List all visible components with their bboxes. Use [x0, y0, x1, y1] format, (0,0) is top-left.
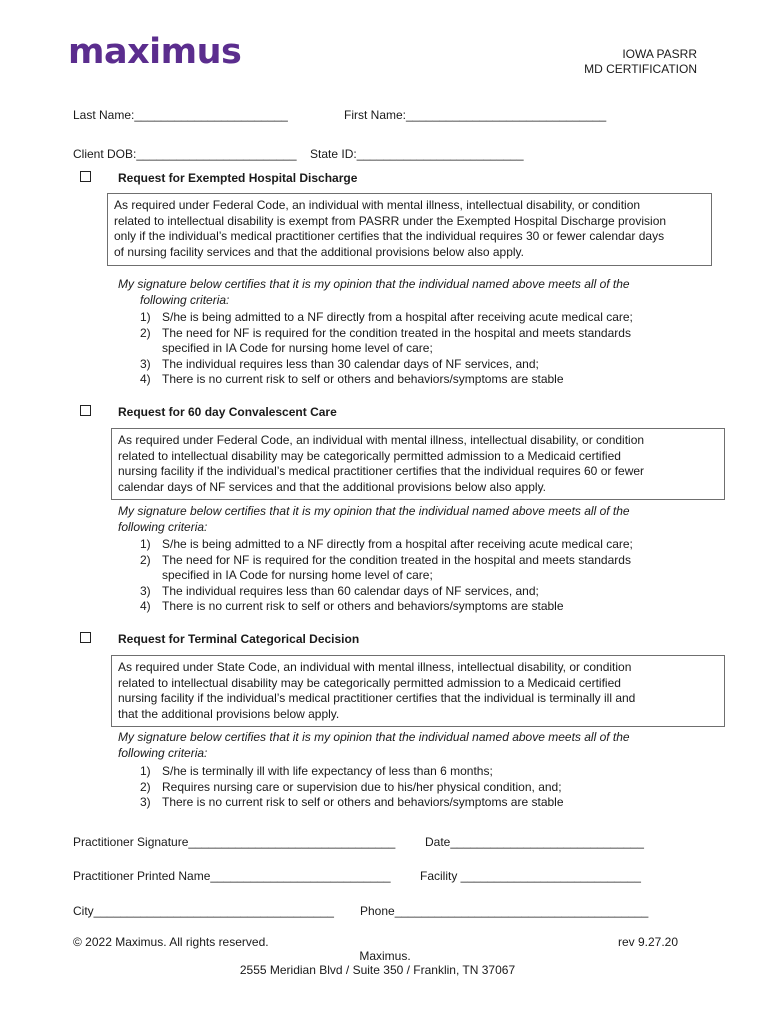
criteria-text: There is no current risk to self or others and behaviors/symptoms are stable — [162, 372, 564, 387]
criteria-number: 4) — [140, 372, 151, 387]
provision-box — [107, 193, 712, 266]
criteria-list — [140, 537, 700, 615]
criteria-number: 2) — [140, 552, 151, 567]
certification-statement: following criteria: — [140, 293, 230, 307]
criteria-text: specified in IA Code for nursing home level of care; — [162, 341, 433, 356]
provision-line: only if the individual’s medical practitioner certifies that the individual requires 30 or fewer calendar days — [114, 229, 665, 244]
certification-statement: My signature below certifies that it is my opinion that the individual named above meets all of the — [118, 730, 630, 744]
company-name: Maximus. — [359, 949, 411, 963]
practitioner-printed-name-field[interactable]: Practitioner Printed Name___________________________ — [73, 869, 391, 883]
provision-line: nursing facility if the individual’s medical practitioner certifies that the individual requires 60 or fewer — [118, 464, 645, 479]
criteria-number: 3) — [140, 356, 151, 371]
criteria-text: S/he is terminally ill with life expectancy of less than 6 months; — [162, 764, 493, 778]
phone-field[interactable]: Phone______________________________________ — [360, 904, 649, 918]
criteria-number: 1) — [140, 310, 151, 324]
certification-statement: My signature below certifies that it is my opinion that the individual named above meets all of the — [118, 277, 630, 291]
section-title: Request for Terminal Categorical Decision — [118, 632, 360, 646]
criteria-text: S/he is being admitted to a NF directly from a hospital after receiving acute medical care; — [162, 537, 633, 551]
criteria-text: The need for NF is required for the condition treated in the hospital and meets standards — [162, 552, 631, 567]
exempted-hospital-discharge-checkbox[interactable] — [80, 171, 91, 182]
state-id-field[interactable]: State ID:_________________________ — [310, 147, 524, 161]
company-address: 2555 Meridian Blvd / Suite 350 / Franklin, TN 37067 — [239, 963, 516, 977]
criteria-number: 2) — [140, 325, 151, 340]
provision-line: related to intellectual disability is exempt from PASRR under the Exempted Hospital Discharge provision — [114, 213, 667, 228]
criteria-number: 3) — [140, 583, 151, 598]
criteria-text: The individual requires less than 30 calendar days of NF services, and; — [162, 356, 539, 371]
last-name-field[interactable]: Last Name:_______________________ — [73, 108, 288, 122]
provision-line: As required under State Code, an individual with mental illness, intellectual disability, or condition — [118, 660, 632, 674]
criteria-number: 2) — [140, 779, 151, 794]
criteria-text: The need for NF is required for the condition treated in the hospital and meets standards — [162, 325, 631, 340]
revision-text: rev 9.27.20 — [617, 935, 678, 949]
provision-box — [111, 655, 725, 727]
date-field[interactable]: Date_____________________________ — [425, 835, 644, 849]
criteria-number: 1) — [140, 537, 151, 551]
criteria-list — [140, 764, 700, 811]
provision-line: nursing facility if the individual’s medical practitioner certifies that the individual is terminally ill and — [118, 691, 636, 706]
certification-statement: My signature below certifies that it is my opinion that the individual named above meets all of the — [118, 504, 630, 518]
form-title-line1: IOWA PASRR — [622, 47, 697, 61]
criteria-number: 3) — [140, 795, 151, 810]
certification-statement: following criteria: — [118, 746, 208, 760]
city-field[interactable]: City____________________________________ — [73, 904, 334, 918]
criteria-text: The individual requires less than 60 calendar days of NF services, and; — [162, 583, 539, 598]
criteria-number: 1) — [140, 764, 151, 778]
first-name-field[interactable]: First Name:______________________________ — [344, 108, 607, 122]
provision-line: that the additional provisions below apply. — [118, 707, 340, 722]
section-title: Request for 60 day Convalescent Care — [118, 405, 337, 419]
client-dob-field[interactable]: Client DOB:________________________ — [73, 147, 297, 161]
criteria-text: There is no current risk to self or others and behaviors/symptoms are stable — [162, 795, 564, 810]
terminal-categorical-checkbox[interactable] — [80, 632, 91, 643]
provision-line: related to intellectual disability may be categorically permitted admission to a Medicaid certified — [118, 448, 621, 463]
convalescent-care-checkbox[interactable] — [80, 405, 91, 416]
form-title-line2: MD CERTIFICATION — [584, 62, 697, 76]
criteria-text: Requires nursing care or supervision due to his/her physical condition, and; — [162, 779, 562, 794]
criteria-list — [140, 310, 700, 388]
certification-statement: following criteria: — [118, 520, 208, 534]
criteria-text: specified in IA Code for nursing home level of care; — [162, 568, 433, 583]
criteria-number: 4) — [140, 599, 151, 614]
facility-field[interactable]: Facility ___________________________ — [420, 869, 641, 883]
copyright-text: © 2022 Maximus. All rights reserved. — [73, 935, 269, 949]
provision-line: As required under Federal Code, an individual with mental illness, intellectual disability, or condition — [114, 198, 641, 212]
provision-line: As required under Federal Code, an individual with mental illness, intellectual disability, or condition — [118, 433, 645, 447]
provision-box — [111, 428, 725, 500]
practitioner-signature-field[interactable]: Practitioner Signature_______________________________ — [73, 835, 396, 849]
criteria-text: There is no current risk to self or others and behaviors/symptoms are stable — [162, 599, 564, 614]
provision-line: calendar days of NF services and that the additional provisions below also apply. — [118, 480, 547, 495]
provision-line: related to intellectual disability may be categorically permitted admission to a Medicaid certified — [118, 675, 621, 690]
provision-line: of nursing facility services and that the additional provisions below also apply. — [114, 245, 525, 260]
section-title: Request for Exempted Hospital Discharge — [118, 171, 358, 185]
maximus-logo: maximus — [68, 32, 242, 72]
criteria-text: S/he is being admitted to a NF directly from a hospital after receiving acute medical care; — [162, 310, 633, 324]
